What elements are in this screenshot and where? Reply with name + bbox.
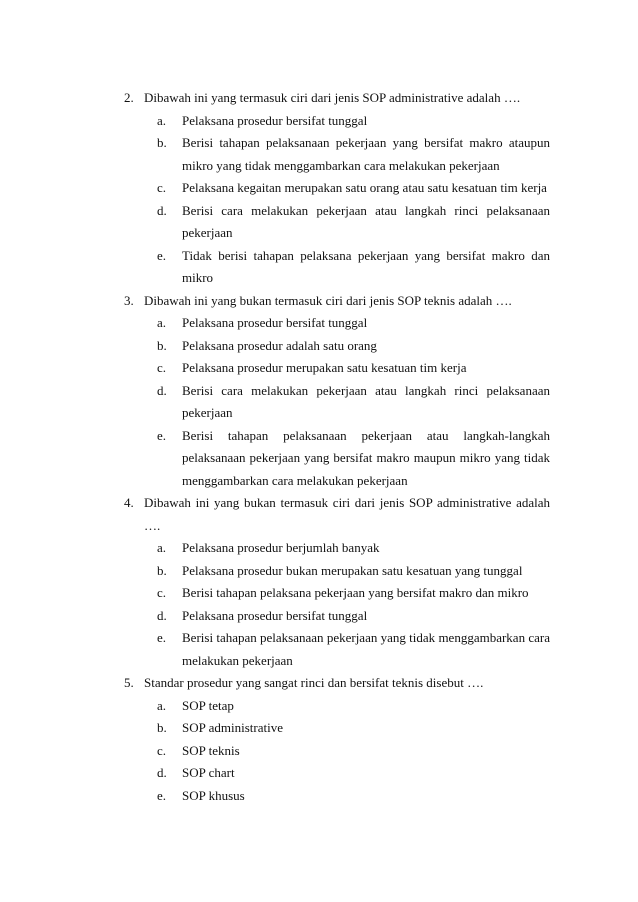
question-text: Dibawah ini yang bukan termasuk ciri dari jenis SOP administrative adalah …. <box>144 495 550 533</box>
option-b <box>124 560 550 583</box>
option-a <box>124 537 550 560</box>
option-e <box>124 627 550 672</box>
option-c <box>124 582 550 605</box>
option-letter: a. <box>157 315 167 330</box>
option-letter: c. <box>157 585 167 600</box>
option-text: Pelaksana prosedur merupakan satu kesatuan tim kerja <box>182 360 467 375</box>
option-text: SOP teknis <box>182 742 240 758</box>
option-a <box>124 695 550 718</box>
question-2 <box>124 87 550 290</box>
question-number: 4. <box>124 495 134 510</box>
option-e <box>124 425 550 493</box>
option-letter: c. <box>157 360 167 375</box>
option-list <box>124 312 550 492</box>
option-letter: d. <box>157 202 167 218</box>
question-5 <box>124 672 550 807</box>
option-text: Berisi tahapan pelaksanaan pekerjaan yang tidak menggambarkan cara melakukan pekerjaan <box>182 630 550 668</box>
question-number: 5. <box>124 675 134 690</box>
option-d <box>124 762 550 785</box>
option-b <box>124 717 550 740</box>
question-text: Dibawah ini yang bukan termasuk ciri dari jenis SOP teknis adalah …. <box>144 292 512 308</box>
option-text: Berisi cara melakukan pekerjaan atau langkah rinci pelaksanaan pekerjaan <box>182 202 550 240</box>
option-b <box>124 335 550 358</box>
option-b <box>124 132 550 177</box>
option-c <box>124 357 550 380</box>
option-letter: a. <box>157 112 167 128</box>
option-letter: b. <box>157 337 167 353</box>
option-a <box>124 110 550 133</box>
option-text: Pelaksana kegaitan merupakan satu orang atau satu kesatuan tim kerja <box>182 180 547 195</box>
option-e <box>124 785 550 808</box>
option-c <box>124 740 550 763</box>
option-text: SOP khusus <box>182 787 245 803</box>
option-a <box>124 312 550 335</box>
question-text: Dibawah ini yang termasuk ciri dari jenis SOP administrative adalah …. <box>144 90 521 105</box>
option-text: Berisi tahapan pelaksana pekerjaan yang bersifat makro dan mikro <box>182 585 529 600</box>
option-letter: e. <box>157 630 167 645</box>
option-letter: c. <box>157 742 167 758</box>
option-text: Berisi tahapan pelaksanaan pekerjaan yang bersifat makro ataupun mikro yang tidak menggambarkan cara melakukan pekerjaan <box>182 135 550 173</box>
question-number: 3. <box>124 292 134 308</box>
option-list <box>124 695 550 808</box>
option-d <box>124 605 550 628</box>
option-text: Pelaksana prosedur adalah satu orang <box>182 337 377 353</box>
option-letter: b. <box>157 562 167 578</box>
option-letter: d. <box>157 607 167 623</box>
option-text: Pelaksana prosedur bersifat tunggal <box>182 112 368 128</box>
option-c <box>124 177 550 200</box>
question-3 <box>124 290 550 493</box>
option-letter: d. <box>157 382 167 398</box>
option-letter: a. <box>157 540 167 555</box>
question-4 <box>124 492 550 672</box>
option-text: Berisi cara melakukan pekerjaan atau langkah rinci pelaksanaan pekerjaan <box>182 382 550 420</box>
option-text: Tidak berisi tahapan pelaksana pekerjaan yang bersifat makro dan mikro <box>182 247 550 285</box>
option-list <box>124 110 550 290</box>
option-d <box>124 200 550 245</box>
question-number: 2. <box>124 90 134 105</box>
option-letter: c. <box>157 180 167 195</box>
option-letter: e. <box>157 787 167 803</box>
option-d <box>124 380 550 425</box>
option-e <box>124 245 550 290</box>
option-letter: b. <box>157 135 167 150</box>
option-list <box>124 537 550 672</box>
option-text: SOP tetap <box>182 697 234 713</box>
option-letter: a. <box>157 697 167 713</box>
option-text: SOP administrative <box>182 720 283 735</box>
option-text: SOP chart <box>182 765 235 780</box>
option-letter: d. <box>157 765 167 780</box>
option-text: Pelaksana prosedur berjumlah banyak <box>182 540 380 555</box>
option-letter: e. <box>157 247 167 263</box>
option-text: Pelaksana prosedur bukan merupakan satu kesatuan yang tunggal <box>182 562 523 578</box>
option-text: Berisi tahapan pelaksanaan pekerjaan atau langkah-langkah pelaksanaan pekerjaan yang bersifat makro maupun mikro yang tidak menggambarkan cara melakukan pekerjaan <box>182 427 550 488</box>
question-list <box>124 87 550 807</box>
option-text: Pelaksana prosedur bersifat tunggal <box>182 607 368 623</box>
option-text: Pelaksana prosedur bersifat tunggal <box>182 315 368 330</box>
option-letter: e. <box>157 427 167 443</box>
option-letter: b. <box>157 720 167 735</box>
question-text: Standar prosedur yang sangat rinci dan bersifat teknis disebut …. <box>144 675 484 690</box>
